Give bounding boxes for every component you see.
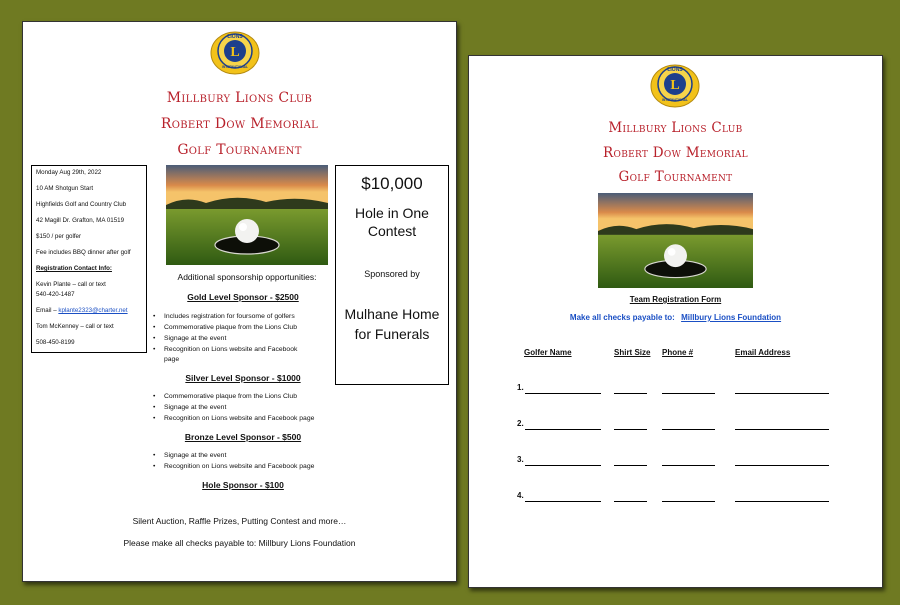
event-venue: Highfields Golf and Country Club [36,201,127,208]
logo-letter: L [230,45,240,60]
phone-field-4[interactable] [662,501,715,502]
bronze-list [150,450,314,472]
list-item: • Signage at the event [150,333,297,344]
event-start: 10 AM Shotgun Start [36,185,94,192]
gold-wrap: page [164,356,180,363]
list-item: • Commemorative plaque from the Lions Club [150,322,297,333]
phone-field-2[interactable] [662,429,715,430]
email-link[interactable]: kplante2323@charter.net [58,307,128,314]
form-checks-line [469,313,882,322]
flyer-title-1: Millbury Lions Club [166,90,313,106]
silver-heading: Silver Level Sponsor - $1000 [185,373,301,383]
event-price: $150 / per golfer [36,233,82,240]
golfer-name-field-1[interactable] [525,393,601,394]
gold-list [150,311,297,355]
row-number: 3. [517,455,524,464]
contest-line-2: Contest [367,223,417,239]
event-address: 42 Magill Dr. Grafton, MA 01519 [36,217,125,224]
event-info-box [31,165,147,353]
row-number: 1. [517,383,524,392]
event-date: Monday Aug 29th, 2022 [36,169,102,176]
phone-field-3[interactable] [662,465,715,466]
silver-list [150,391,314,424]
col-shirt-size: Shirt Size [614,348,651,357]
logo-bottom-text: INTERNATIONAL [222,65,248,69]
checks-line: Please make all checks payable to: Millbury Lions Foundation [123,538,356,548]
shirt-size-field-3[interactable] [614,465,647,466]
col-golfer-name: Golfer Name [524,348,572,357]
golf-ball-photo [166,165,328,265]
lions-logo-icon [210,26,260,81]
contact-1: Kevin Plante – call or text [36,281,106,288]
lions-logo-icon [650,59,700,114]
event-fee-note: Fee includes BBQ dinner after golf [36,249,131,256]
shirt-size-field-2[interactable] [614,429,647,430]
contest-sponsor-2: for Funerals [354,326,430,342]
golf-ball-photo [598,193,753,288]
email-label: Email – [36,307,59,314]
golfer-name-field-4[interactable] [525,501,601,502]
bronze-heading: Bronze Level Sponsor - $500 [184,432,302,442]
contact-2: Tom McKenney – call or text [36,323,114,330]
row-number: 2. [517,419,524,428]
extras-line: Silent Auction, Raffle Prizes, Putting Contest and more… [132,516,347,526]
list-item: • Recognition on Lions website and Facebook page [150,461,314,472]
email-field-4[interactable] [735,501,829,502]
email-field-1[interactable] [735,393,829,394]
phone-field-1[interactable] [662,393,715,394]
flyer-title-2: Robert Dow Memorial [160,116,319,132]
contact-heading: Registration Contact Info: [36,265,112,272]
hole-in-one-box [335,165,449,385]
form-title-1: Millbury Lions Club [608,120,743,136]
email-field-3[interactable] [735,465,829,466]
list-item: • Recognition on Lions website and Facebook page [150,413,314,424]
hole-heading: Hole Sponsor - $100 [202,480,284,490]
list-item: • Commemorative plaque from the Lions Club [150,391,314,402]
list-item: • Signage at the event [150,402,314,413]
form-checks-payee[interactable]: Millbury Lions Foundation [681,313,782,322]
flyer-page [22,21,457,582]
shirt-size-field-1[interactable] [614,393,647,394]
list-item: • Recognition on Lions website and Facebook [150,344,297,355]
form-checks-label: Make all checks payable to: [569,313,675,322]
flyer-title-3: Golf Tournament [177,142,302,158]
row-number: 4. [517,491,524,500]
contact-1-phone: 540-420-1487 [36,291,75,298]
form-title-3: Golf Tournament [618,169,733,185]
list-item: • Includes registration for foursome of golfers [150,311,297,322]
contest-sponsor-1: Mulhane Home [344,306,440,322]
gold-heading: Gold Level Sponsor - $2500 [187,292,299,302]
col-phone: Phone # [662,348,694,357]
registration-page [468,55,883,588]
email-field-2[interactable] [735,429,829,430]
golfer-name-field-2[interactable] [525,429,601,430]
shirt-size-field-4[interactable] [614,501,647,502]
logo-bottom-text: INTERNATIONAL [662,98,688,102]
form-heading: Team Registration Form [629,295,722,304]
logo-letter: L [670,78,680,93]
contest-sponsored-by: Sponsored by [364,269,420,279]
logo-top-text: LIONS [227,34,243,40]
col-email: Email Address [735,348,791,357]
sponsorship-intro: Additional sponsorship opportunities: [177,272,317,282]
form-title-2: Robert Dow Memorial [603,145,748,161]
contact-email-row [36,308,128,314]
golfer-name-field-3[interactable] [525,465,601,466]
contest-amount: $10,000 [361,174,423,193]
contact-2-phone: 508-450-8199 [36,339,75,346]
list-item: • Signage at the event [150,450,314,461]
logo-top-text: LIONS [667,67,683,73]
contest-line-1: Hole in One [355,205,429,221]
